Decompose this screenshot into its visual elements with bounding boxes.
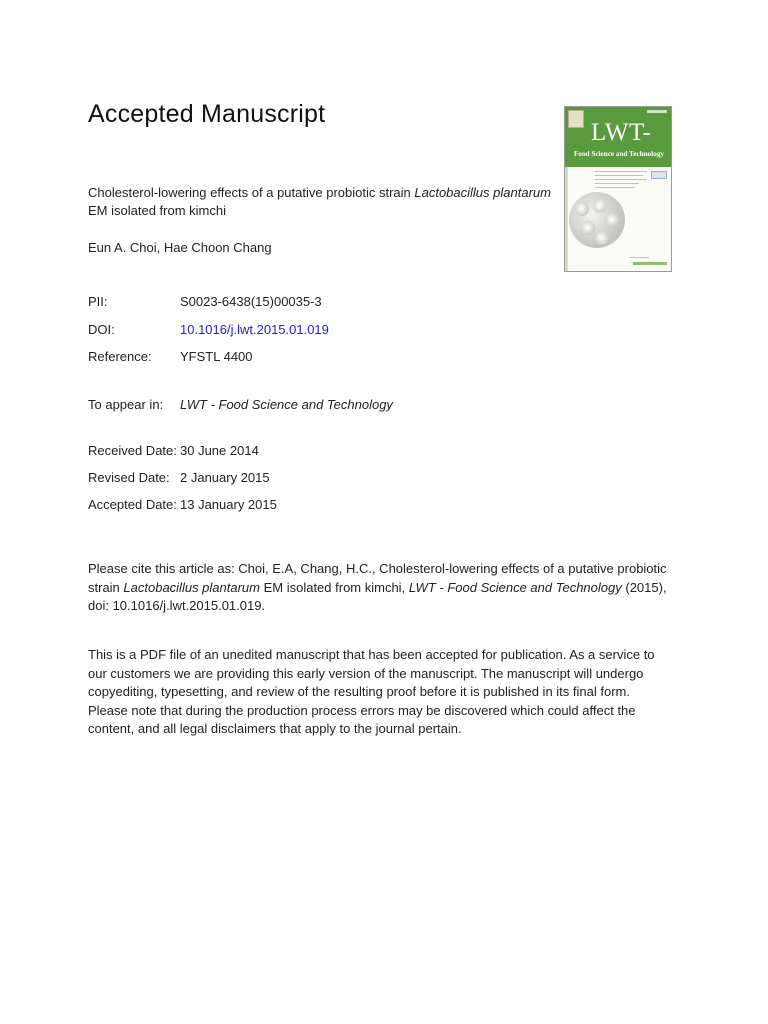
meta-label: Accepted Date: [88,497,177,512]
cover-text-line [595,183,639,184]
meta-label: Revised Date: [88,470,170,485]
meta-revised-row [88,470,270,485]
cover-cell-image [581,221,595,235]
meta-accepted-row [88,497,277,512]
cover-cell-image [593,199,607,213]
cover-side-stripe [565,167,568,271]
cover-footer-bar [633,262,667,265]
cover-text-line [595,179,647,180]
meta-value: YFSTL 4400 [180,349,253,364]
meta-label: DOI: [88,322,115,337]
meta-reference-row [88,349,253,364]
disclaimer-paragraph: This is a PDF file of an unedited manuscript that has been accepted for publication. As a service to our customers we are providing this early version of the manuscript. The manuscript will undergo copyediting, typesetting, and review of the resulting proof before it is published in its final form. Please note that during the production process errors may be discovered which could affect the content, and all legal disclaimers that apply to the journal pertain. [88,647,655,736]
doi-link[interactable]: 10.1016/j.lwt.2015.01.019 [180,322,329,337]
citation-journal: LWT - Food Science and Technology [408,579,622,595]
citation-species: Lactobacillus plantarum [123,579,260,595]
publisher-logo-icon [568,110,584,128]
article-title-species: Lactobacillus plantarum [414,185,551,200]
meta-label: Reference: [88,349,152,364]
journal-cover-image [564,106,672,272]
meta-appear-row [88,397,393,412]
cover-cell-image [575,202,589,216]
meta-received-row [88,443,259,458]
cover-text-line [629,257,649,258]
meta-value: LWT - Food Science and Technology [180,397,393,412]
citation-text: Please cite this article as: Choi, E.A, Chang, H.C., Cholesterol-lowering effects of a putative probiotic strain [88,561,667,595]
cover-cell-image [595,231,609,245]
page-title: Accepted Manuscript [88,100,326,128]
article-title-text: EM isolated from kimchi [88,203,226,218]
article-title-text: Cholesterol-lowering effects of a putative probiotic strain [88,185,415,200]
meta-value: S0023-6438(15)00035-3 [180,294,322,309]
cover-text-line [595,175,643,176]
meta-label: Received Date: [88,443,177,458]
cover-badge-icon [651,171,667,179]
cover-journal-short: LWT- [591,119,652,146]
cover-cell-image [605,213,619,227]
citation-paragraph [88,560,668,616]
cover-text-line [595,187,635,188]
meta-value: 30 June 2014 [180,443,259,458]
meta-value: 13 January 2015 [180,497,277,512]
meta-pii-row [88,294,322,309]
citation-text: (2015), doi: 10.1016/j.lwt.2015.01.019. [88,579,667,613]
citation-text: EM isolated from kimchi, [259,579,409,595]
cover-text-line [595,171,647,172]
meta-value: 2 January 2015 [180,470,270,485]
cover-issn-mark [647,110,667,113]
article-authors: Eun A. Choi, Hae Choon Chang [88,240,272,255]
meta-label: To appear in: [88,397,164,412]
meta-label: PII: [88,294,108,309]
meta-doi-row [88,322,329,337]
cover-journal-subtitle: Food Science and Technology [573,150,665,158]
article-title [88,184,558,220]
